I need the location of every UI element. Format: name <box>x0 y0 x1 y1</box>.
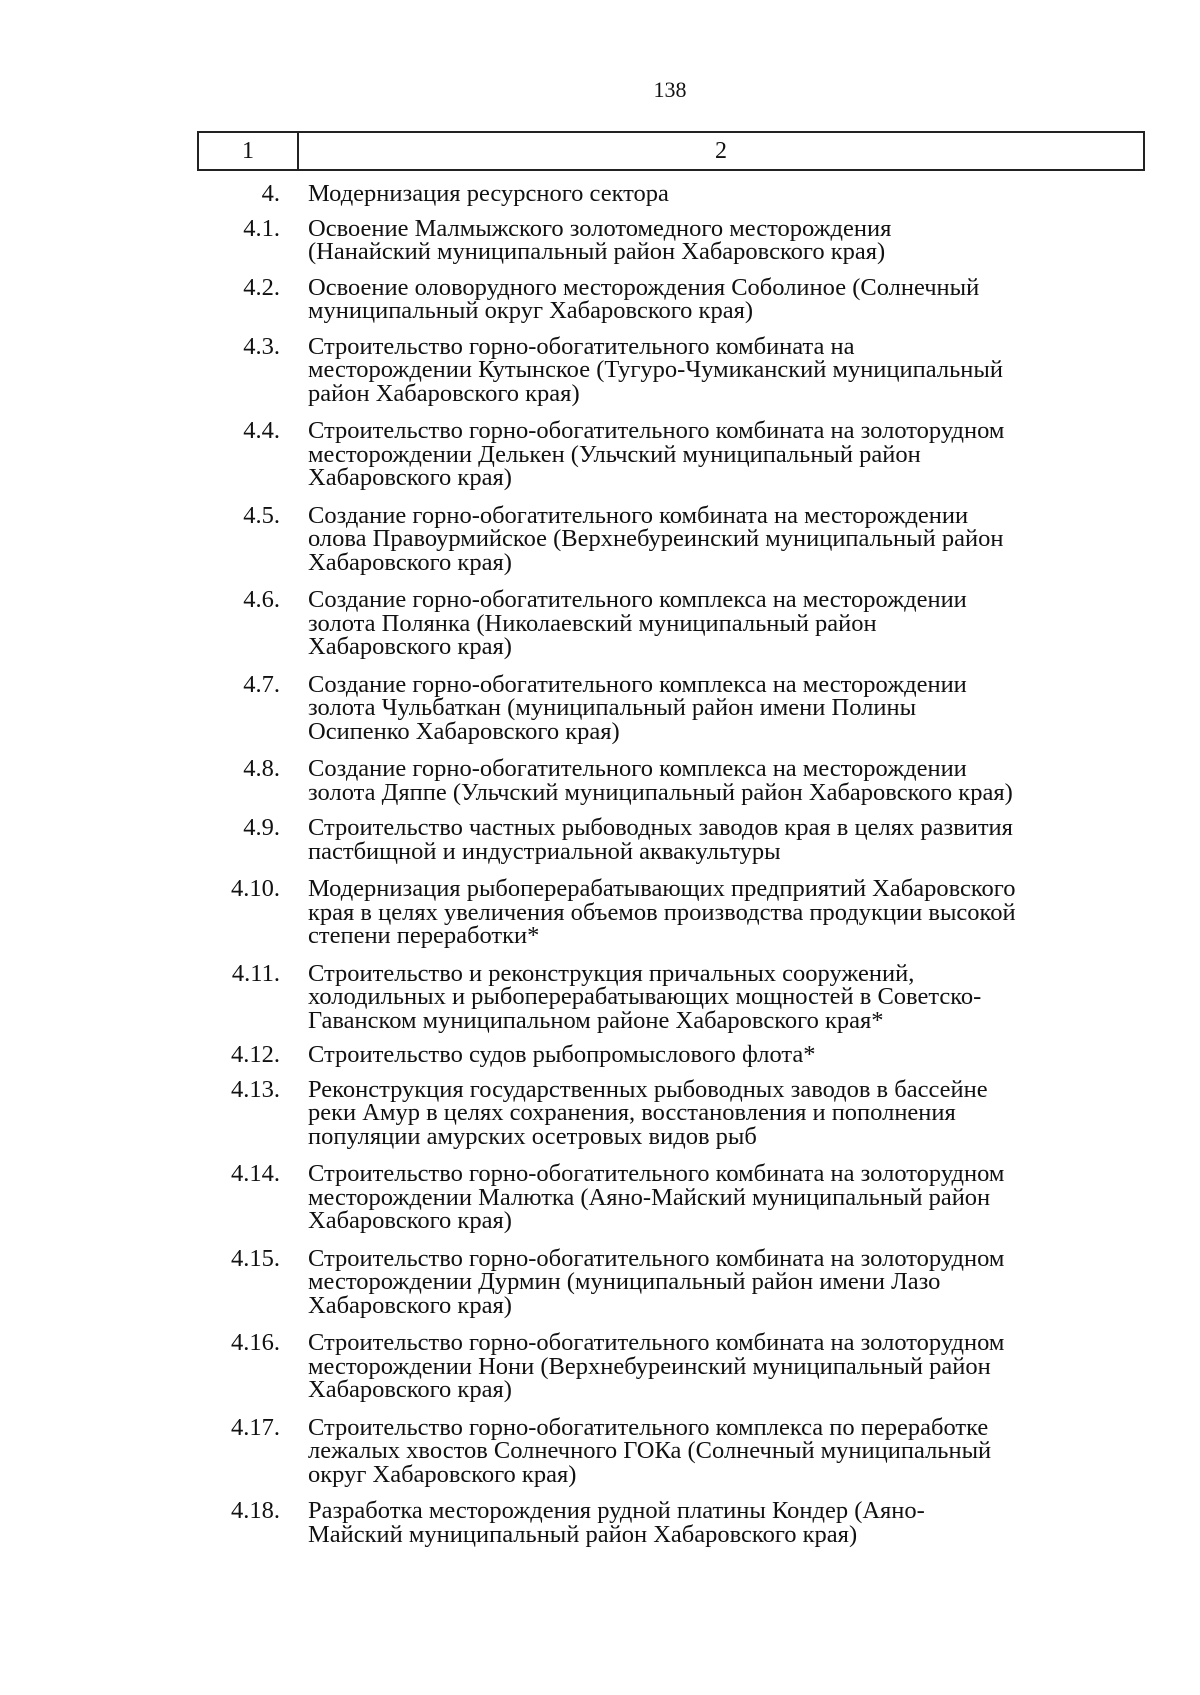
row-number: 4.2. <box>243 273 280 301</box>
row-text: Строительство горно-обогатительного комплекса по переработке лежалых хвостов Солнечного ГОКа (Солнечный муниципальный округ Хабаровского края) <box>308 1413 992 1488</box>
row-text: Создание горно-обогатительного комплекса на месторождении золота Чульбаткан (муниципальный район имени Полины Осипенко Хабаровского края) <box>308 670 967 745</box>
table-row <box>197 214 1157 265</box>
row-number: 4.10. <box>231 875 280 902</box>
row-text: Создание горно-обогатительного комплекса на месторождении золота Полянка (Николаевский муниципальный район Хабаровского края) <box>308 586 967 660</box>
row-number: 4.6. <box>243 586 280 613</box>
row-number: 4.5. <box>243 501 280 529</box>
table-row <box>197 332 1157 407</box>
column-header-1: 1 <box>199 133 299 169</box>
column-header-2: 2 <box>715 138 727 164</box>
row-number: 4.4. <box>243 417 280 444</box>
row-number: 4.18. <box>231 1497 280 1524</box>
table-row <box>197 501 1157 576</box>
table-row <box>197 1162 1157 1233</box>
table-row <box>197 877 1157 948</box>
row-number: 4.9. <box>243 814 280 841</box>
row-number: 4.13. <box>231 1075 280 1103</box>
table-row <box>197 588 1157 659</box>
row-text: Строительство горно-обогатительного комбината на месторождении Кутынское (Тугуро-Чумиканский муниципальный район Хабаровского края) <box>308 332 1003 407</box>
row-text: Строительство судов рыбопромыслового флота* <box>308 1041 816 1068</box>
row-number: 4.14. <box>231 1160 280 1187</box>
row-text: Создание горно-обогатительного комплекса на месторождении золота Дяппе (Ульчский муниципальный район Хабаровского края) <box>308 755 1013 806</box>
table-row <box>197 757 1157 804</box>
table-row <box>197 419 1157 490</box>
row-number: 4.15. <box>231 1244 280 1272</box>
table-row <box>197 670 1157 745</box>
row-text: Создание горно-обогатительного комбината на месторождении олова Правоурмийское (Верхнебуреинский муниципальный район Хабаровского края) <box>308 501 1004 576</box>
table-row <box>197 1043 1157 1067</box>
row-text: Разработка месторождения рудной платины Кондер (Аяно- Майский муниципальный район Хабаровского края) <box>308 1497 925 1548</box>
row-number: 4.11. <box>231 959 280 987</box>
table-row <box>197 182 1157 206</box>
table-row <box>197 1331 1157 1402</box>
row-number: 4.16. <box>231 1329 280 1356</box>
row-text: Строительство горно-обогатительного комбината на золоторудном месторождении Делькен (Ульчский муниципальный район Хабаровского края) <box>308 417 1005 491</box>
table-row <box>197 273 1157 324</box>
row-number: 4.7. <box>243 670 280 698</box>
table-body <box>197 182 1157 1546</box>
row-text: Строительство горно-обогатительного комбината на золоторудном месторождении Нони (Верхнебуреинский муниципальный район Хабаровского края) <box>308 1329 1005 1403</box>
table-row <box>197 1075 1157 1150</box>
row-number: 4.8. <box>243 755 280 782</box>
row-text: Освоение оловорудного месторождения Соболиное (Солнечный муниципальный округ Хабаровского края) <box>308 273 980 324</box>
table-header <box>197 131 1145 171</box>
row-text: Строительство частных рыбоводных заводов края в целях развития пастбищной и индустриальной аквакультуры <box>308 814 1013 865</box>
table-row <box>197 1244 1157 1319</box>
page-number: 138 <box>653 77 687 102</box>
table-row <box>197 959 1157 1034</box>
row-text: Строительство и реконструкция причальных сооружений, холодильных и рыбоперерабатывающих мощностей в Советско- Гаванском муниципальном районе Хабаровского края* <box>308 959 982 1034</box>
row-number: 4.1. <box>243 214 280 242</box>
row-number: 4.17. <box>231 1413 280 1441</box>
row-text: Модернизация рыбоперерабатывающих предприятий Хабаровского края в целях увеличения объемов производства продукции высокой степени переработки* <box>308 875 1016 949</box>
row-number: 4.3. <box>243 332 280 360</box>
table-row <box>197 1499 1157 1546</box>
row-number: 4.12. <box>231 1041 280 1068</box>
row-number: 4. <box>261 180 280 207</box>
row-text: Модернизация ресурсного сектора <box>308 180 669 207</box>
row-text: Строительство горно-обогатительного комбината на золоторудном месторождении Малютка (Аяно-Майский муниципальный район Хабаровского края) <box>308 1160 1005 1234</box>
table-row <box>197 1413 1157 1488</box>
row-text: Строительство горно-обогатительного комбината на золоторудном месторождении Дурмин (муниципальный район имени Лазо Хабаровского края) <box>308 1244 1005 1319</box>
row-text: Реконструкция государственных рыбоводных заводов в бассейне реки Амур в целях сохранения, восстановления и пополнения популяции амурских осетровых видов рыб <box>308 1075 988 1150</box>
row-text: Освоение Малмыжского золотомедного месторождения (Нанайский муниципальный район Хабаровского края) <box>308 214 892 265</box>
table-row <box>197 816 1157 863</box>
